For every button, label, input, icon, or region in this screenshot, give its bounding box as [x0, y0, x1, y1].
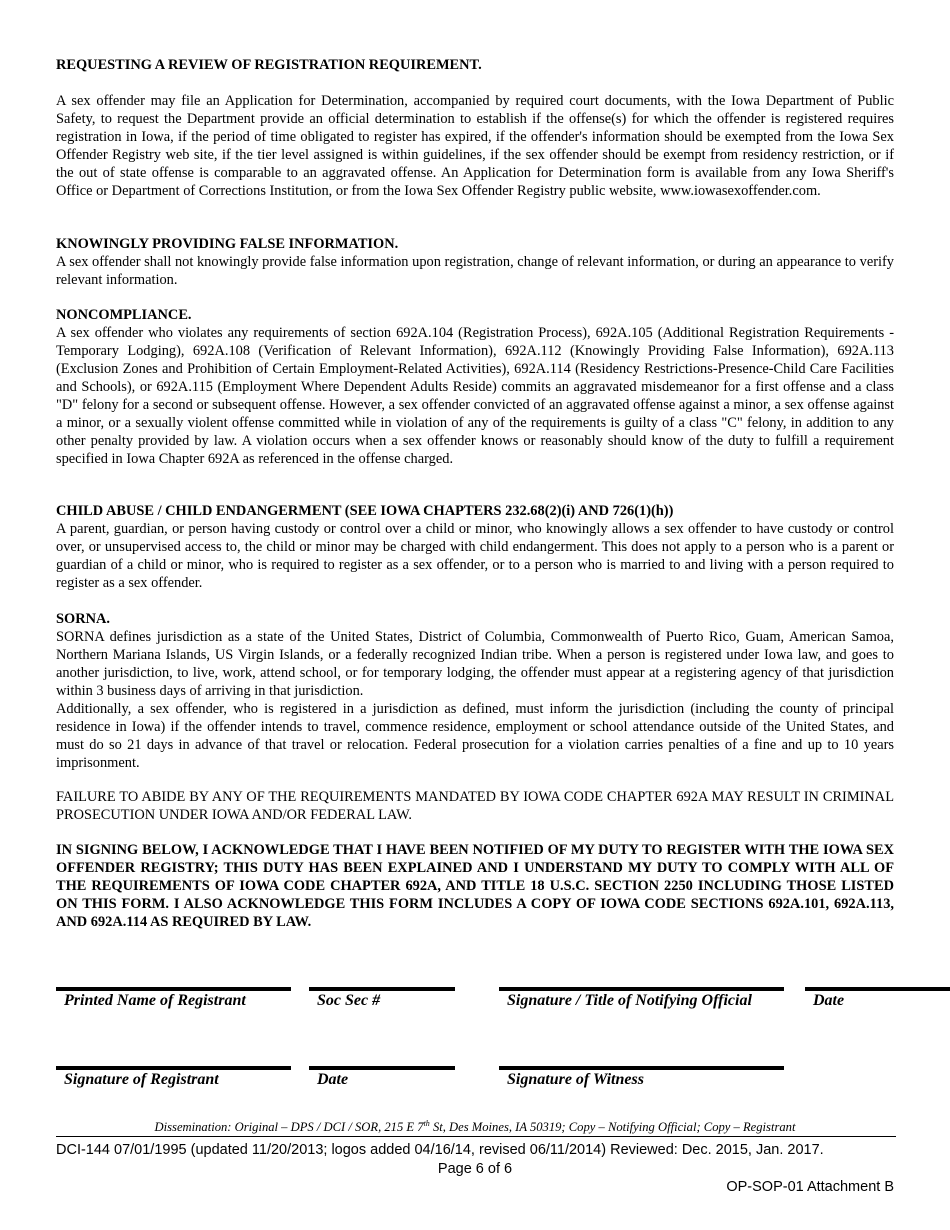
dissemination-text-a: Dissemination: Original – DPS / DCI / SOR, 215 E 7: [154, 1120, 424, 1135]
registrant-signature-label: Signature of Registrant: [64, 1071, 219, 1088]
noncompliance-heading: NONCOMPLIANCE.: [56, 307, 192, 323]
sorna-body-1: SORNA defines jurisdiction as a state of the United States, District of Columbia, Commonwealth of Puerto Rico, Guam, American Samoa, Northern Mariana Islands, US Virgin Islands, or a federally recognized Indian tribe. When a person is registered under Iowa law, and goes to another jurisdiction, to live, work, attend school, or for temporary lodging, the offender must appear at a registering agency of that jurisdiction within 3 business days of arriving in that jurisdiction.: [56, 629, 894, 699]
section-sorna: [56, 610, 894, 772]
date-label-2: Date: [317, 1071, 349, 1088]
dissemination-sup: th: [423, 1119, 430, 1128]
section-child-abuse: [56, 502, 894, 592]
witness-signature-line[interactable]: [499, 1066, 784, 1070]
failure-notice: FAILURE TO ABIDE BY ANY OF THE REQUIREMENTS MANDATED BY IOWA CODE CHAPTER 692A MAY RESULT IN CRIMINAL PROSECUTION UNDER IOWA AND/OR FEDERAL LAW.: [56, 789, 894, 823]
sorna-body-2: Additionally, a sex offender, who is registered in a jurisdiction as defined, must inform the jurisdiction (including the county of principal residence in Iowa) if the offender intends to travel, commence residence, employment or school attendance outside of the United States, and must do so 21 days in advance of that travel or relocation. Federal prosecution for a violation carries penalties of a fine and up to 10 years imprisonment.: [56, 701, 894, 771]
dissemination-text-b: St, Des Moines, IA 50319; Copy – Notifying Official; Copy – Registrant: [429, 1120, 796, 1135]
noncompliance-body: A sex offender who violates any requirements of section 692A.104 (Registration Process), 692A.105 (Additional Registration Requirements - Temporary Lodging), 692A.108 (Verification of Relevant Information), 692A.112 (Knowingly Providing False Information), 692A.113 (Exclusion Zones and Prohibition of Certain Employment-Related Activities), 692A.114 (Residency Restrictions-Presence-Child Care Facilities and Schools), or 692A.115 (Employment Where Dependent Adults Reside) commits an aggravated misdemeanor for a first offense and a class "D" felony for a second or subsequent offense. However, a sex offender convicted of an aggravated offense against a minor, a sex offense against a minor, or a sexually violent offense committed while in violation of any of the requirements is guilty of a class "C" felony, in addition to any other penalty provided by law. A violation occurs when a sex offender knows or reasonably should know of the duty to fulfill a requirement specified in Iowa Chapter 692A as referenced in the offense charged.: [56, 325, 894, 467]
notifying-official-label: Signature / Title of Notifying Official: [507, 992, 752, 1009]
printed-name-line[interactable]: [56, 987, 291, 991]
false-info-heading: KNOWINGLY PROVIDING FALSE INFORMATION.: [56, 236, 399, 252]
date-line-1[interactable]: [805, 987, 950, 991]
sorna-heading: SORNA.: [56, 611, 110, 627]
attachment-label: OP-SOP-01 Attachment B: [726, 1179, 894, 1195]
review-body: A sex offender may file an Application for Determination, accompanied by required court documents, with the Iowa Department of Public Safety, to request the Department provide an official determination to establish if the offense(s) for which the offender is registered requires registration in Iowa, if the period of time obligated to register has expired, if the offender's information should be exempted from the Iowa Sex Offender Registry web site, if the tier level assigned is within guidelines, if the sex offender should be exempt from residency restriction, or if the out of state offense is comparable to an aggravated offense. An Application for Determination form is available from any Iowa Sheriff's Office or Department of Corrections Institution, or from the Iowa Sex Offender Registry public website, www.iowasexoffender.com.: [56, 93, 894, 199]
child-abuse-heading: CHILD ABUSE / CHILD ENDANGERMENT (SEE IOWA CHAPTERS 232.68(2)(i) AND 726(1)(h)): [56, 503, 674, 519]
section-failure: [56, 788, 894, 824]
soc-sec-label: Soc Sec #: [317, 992, 381, 1009]
section-review: [56, 56, 894, 200]
registrant-signature-line[interactable]: [56, 1066, 291, 1070]
dissemination-note: [0, 1115, 950, 1136]
acknowledgement-statement: IN SIGNING BELOW, I ACKNOWLEDGE THAT I HAVE BEEN NOTIFIED OF MY DUTY TO REGISTER WITH THE IOWA SEX OFFENDER REGISTRY; THIS DUTY HAS BEEN EXPLAINED AND I UNDERSTAND MY DUTY TO COMPLY WITH ALL OF THE REQUIREMENTS OF IOWA CODE CHAPTER 692A, AND TITLE 18 U.S.C. SECTION 2250 INCLUDING THOSE LISTED ON THIS FORM. I ALSO ACKNOWLEDGE THIS FORM INCLUDES A COPY OF IOWA CODE SECTIONS 692A.101, 692A.113, AND 692A.114 AS REQUIRED BY LAW.: [56, 842, 894, 930]
form-id: DCI-144 07/01/1995 (updated 11/20/2013; logos added 04/16/14, revised 06/11/2014) Reviewed: Dec. 2015, Jan. 2017.: [56, 1142, 824, 1158]
page-number: Page 6 of 6: [437, 1161, 513, 1177]
false-info-body: A sex offender shall not knowingly provide false information upon registration, change of relevant information, or during an appearance to verify relevant information.: [56, 254, 894, 288]
soc-sec-line[interactable]: [309, 987, 455, 991]
date-line-2[interactable]: [309, 1066, 455, 1070]
review-heading: REQUESTING A REVIEW OF REGISTRATION REQUIREMENT.: [56, 57, 482, 73]
date-label-1: Date: [813, 992, 845, 1009]
printed-name-label: Printed Name of Registrant: [64, 992, 246, 1009]
child-abuse-body: A parent, guardian, or person having custody or control over a child or minor, who knowingly allows a sex offender to have custody or control over, or unsupervised access to, the child or minor may be charged with child endangerment. This does not apply to a person who is a parent or guardian of a child or minor, who is required to register as a sex offender, or to a person who is married to and living with a person required to register as a sex offender.: [56, 521, 894, 591]
section-acknowledge: [56, 841, 894, 931]
witness-signature-label: Signature of Witness: [507, 1071, 644, 1088]
section-false-info: [56, 235, 894, 289]
section-noncompliance: [56, 306, 894, 468]
footer-divider: [56, 1136, 896, 1137]
notifying-official-line[interactable]: [499, 987, 784, 991]
